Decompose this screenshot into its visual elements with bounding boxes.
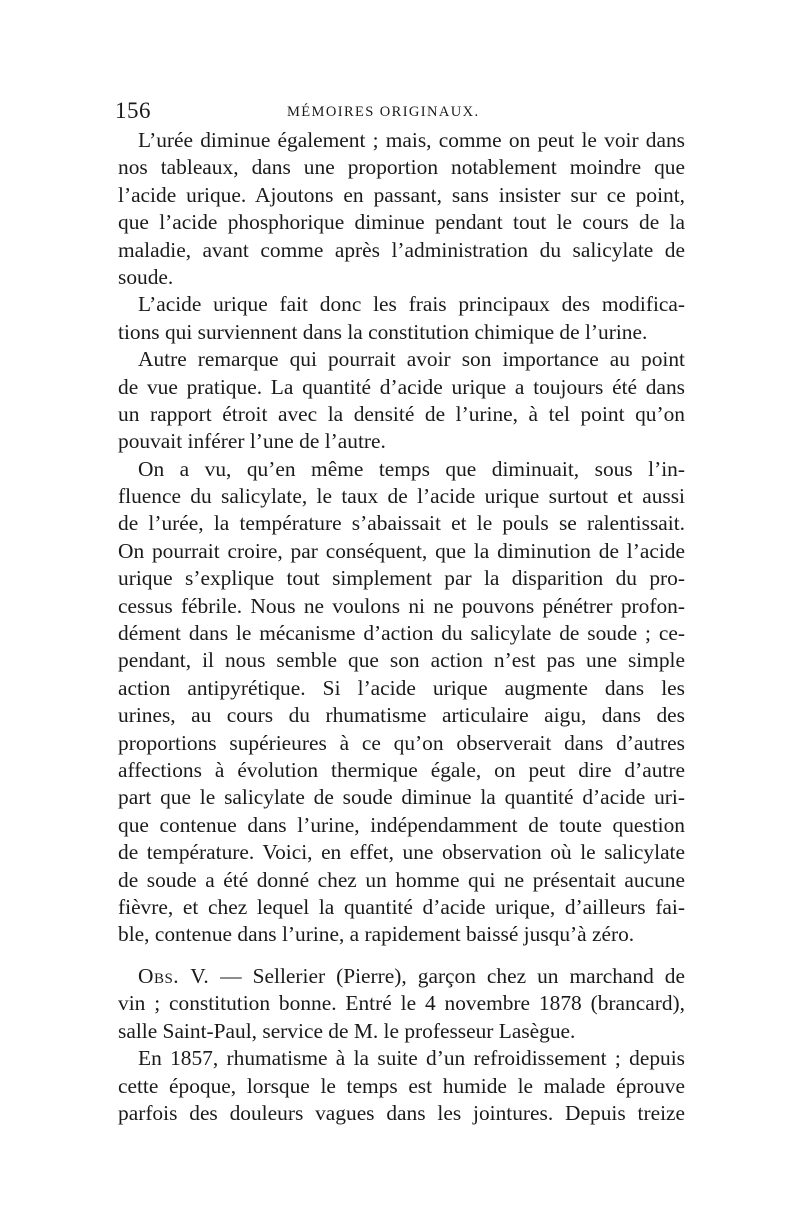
text-line: En 1857, rhumatisme à la suite d’un refroidissement ; depuis [138,1046,685,1071]
text-line: urique s’explique tout simplement par la disparition du pro- [118,566,685,591]
text-line: L’acide urique fait donc les frais principaux des modifica- [138,292,685,317]
text-line: de soude a été donné chez un homme qui ne présentait aucune [118,867,685,892]
text-line: de l’urée, la température s’abaissait et le pouls se ralentissait. [118,511,685,536]
text-line: urines, au cours du rhumatisme articulaire aigu, dans des [118,703,685,728]
observation-line-text: — Sellerier (Pierre), garçon chez un marchand de [209,964,685,988]
text-line: l’acide urique. Ajoutons en passant, sans insister sur ce point, [118,182,685,207]
observation-label: Obs. V. [138,964,210,988]
text-line: proportions supérieures à ce qu’on observerait dans d’autres [118,730,685,755]
text-line: tions qui surviennent dans la constitution chimique de l’urine. [118,319,648,344]
observation-block [118,963,685,1127]
page-header [115,98,685,124]
text-line: que contenue dans l’urine, indépendamment de toute question [118,812,685,837]
running-title: MÉMOIRES ORIGINAUX. [287,104,480,120]
text-line: vin ; constitution bonne. Entré le 4 novembre 1878 (brancard), [118,991,685,1016]
text-line: parfois des douleurs vagues dans les jointures. Depuis treize [118,1100,685,1125]
text-line: ble, contenue dans l’urine, a rapidement baissé jusqu’à zéro. [118,922,635,947]
text-line: soude. [118,264,174,289]
text-line: L’urée diminue également ; mais, comme on peut le voir dans [138,128,685,152]
text-line: maladie, avant comme après l’administration du salicylate de [118,237,685,262]
text-line: affections à évolution thermique égale, on peut dire d’autre [118,757,685,782]
text-line: On pourrait croire, par conséquent, que la diminution de l’acide [118,538,685,563]
text-line: On a vu, qu’en même temps que diminuait, sous l’in- [138,456,685,481]
page-number: 156 [115,98,151,123]
text-line: part que le salicylate de soude diminue la quantité d’acide uri- [118,785,685,810]
text-line: salle Saint-Paul, service de M. le professeur Lasègue. [118,1018,576,1043]
body-text [118,127,685,949]
text-line: fièvre, et chez lequel la quantité d’acide urique, d’ailleurs fai- [118,894,685,919]
text-line [118,963,685,990]
text-line: cette époque, lorsque le temps est humide le malade éprouve [118,1073,685,1098]
text-line: fluence du salicylate, le taux de l’acide urique surtout et aussi [118,484,685,509]
text-line: un rapport étroit avec la densité de l’urine, à tel point qu’on [118,401,685,426]
text-line: pendant, il nous semble que son action n’est pas une simple [118,648,685,673]
text-line: dément dans le mécanisme d’action du salicylate de soude ; ce- [118,621,685,646]
text-line: nos tableaux, dans une proportion notablement moindre que [118,155,685,180]
text-line: de vue pratique. La quantité d’acide urique a toujours été dans [118,374,685,399]
text-line: Autre remarque qui pourrait avoir son importance au point [138,347,685,372]
text-line: de température. Voici, en effet, une observation où le salicylate [118,840,685,865]
text-line: cessus fébrile. Nous ne voulons ni ne pouvons pénétrer profon- [118,593,685,618]
text-line: pouvait inférer l’une de l’autre. [118,429,386,454]
text-line: action antipyrétique. Si l’acide urique augmente dans les [118,675,685,700]
text-line: que l’acide phosphorique diminue pendant tout le cours de la [118,210,685,235]
